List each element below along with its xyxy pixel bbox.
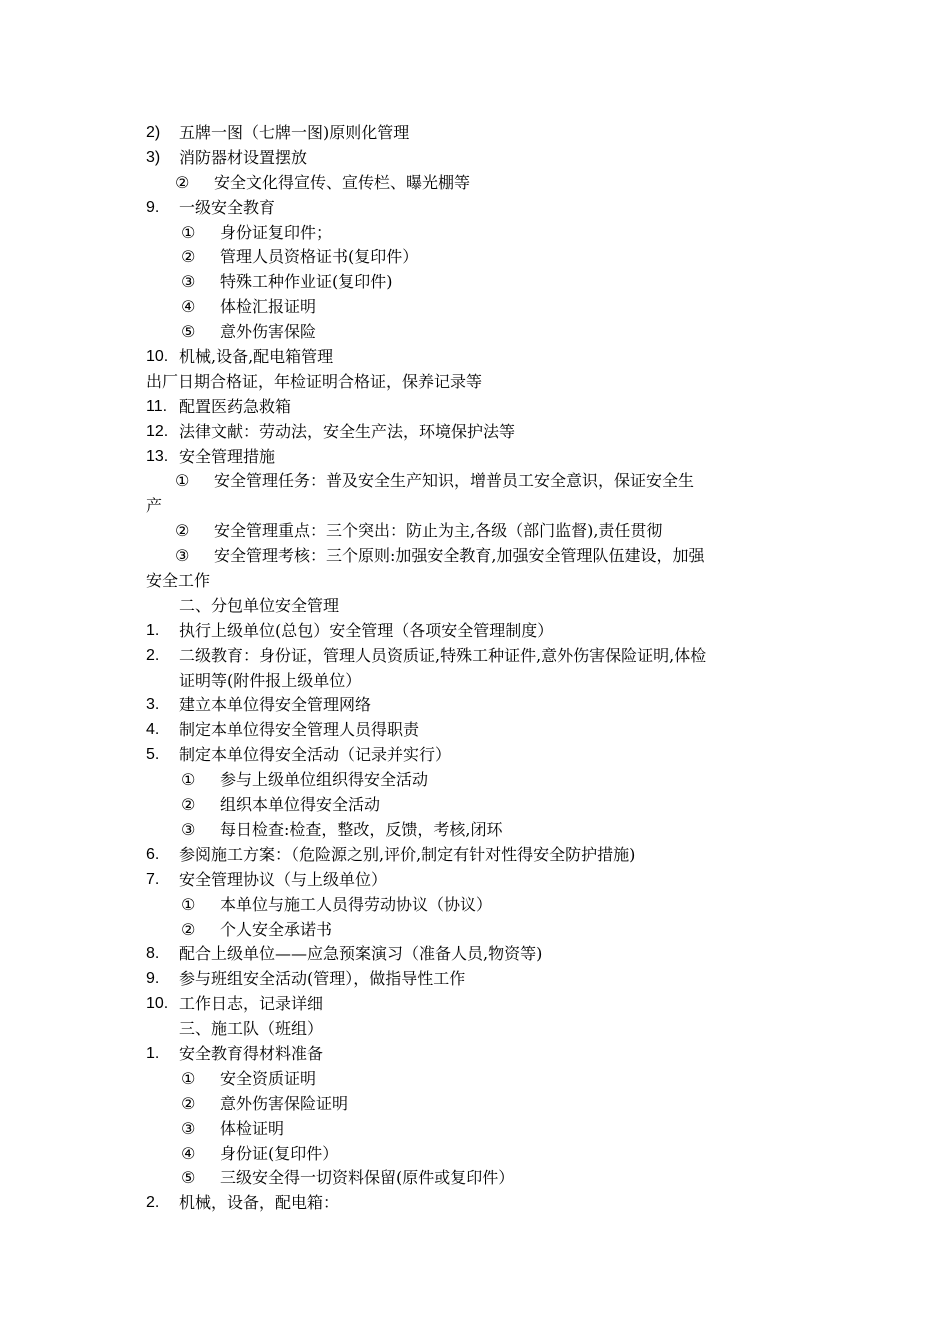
line-text: 证明等(附件报上级单位）	[179, 670, 362, 690]
list-marker: 10.	[146, 995, 169, 1013]
document-line	[0, 868, 950, 893]
list-marker: 4.	[146, 721, 160, 739]
list-marker: ⑤	[181, 1168, 196, 1188]
document-line	[0, 345, 950, 370]
line-text: 执行上级单位(总包）安全管理（各项安全管理制度）	[179, 620, 554, 640]
list-marker: ④	[181, 1143, 196, 1163]
document-line	[0, 818, 950, 843]
list-marker: 9.	[146, 970, 160, 988]
line-text: 参阅施工方案：（危险源之别,评价,制定有针对性得安全防护措施)	[179, 844, 636, 864]
document-line	[0, 1017, 950, 1042]
line-text: 安全管理措施	[179, 446, 276, 466]
document-line	[0, 295, 950, 320]
line-text: 机械,设备,配电箱管理	[179, 347, 334, 367]
document-line	[0, 469, 950, 494]
list-marker: ①	[181, 894, 196, 914]
line-text: 五牌一图（七牌一图)原则化管理	[179, 123, 410, 142]
line-text: 意外伤害保险	[220, 322, 317, 342]
document-line	[0, 1142, 950, 1167]
list-marker: ④	[181, 297, 196, 317]
document-line	[0, 793, 950, 818]
line-text: 出厂日期合格证，年检证明合格证，保养记录等	[146, 371, 483, 391]
document-line	[0, 644, 950, 669]
line-text: 配合上级单位——应急预案演习（准备人员,物资等)	[179, 944, 543, 964]
line-text: 个人安全承诺书	[220, 919, 333, 939]
line-text: 本单位与施工人员得劳动协议（协议）	[220, 894, 493, 914]
document-line	[0, 743, 950, 768]
list-marker: ③	[181, 272, 196, 292]
list-marker: 10.	[146, 348, 169, 366]
document-line	[0, 196, 950, 221]
document-line	[0, 918, 950, 943]
line-text: 制定本单位得安全管理人员得职责	[179, 720, 420, 740]
list-marker: 2)	[146, 124, 161, 141]
line-text: 特殊工种作业证(复印件)	[220, 272, 393, 292]
document-line	[0, 619, 950, 644]
document-body	[0, 121, 950, 1216]
line-text: 一级安全教育	[179, 197, 276, 217]
document-line	[0, 718, 950, 743]
line-text: 工作日志，记录详细	[179, 994, 324, 1014]
line-text: 管理人员资格证书(复印件）	[220, 247, 419, 267]
list-marker: ③	[181, 1118, 196, 1138]
document-line	[0, 893, 950, 918]
list-marker: 8.	[146, 945, 160, 963]
document-line	[0, 494, 950, 519]
list-marker: ②	[181, 1093, 196, 1113]
line-text: 身份证复印件；	[220, 222, 333, 242]
document-line	[0, 320, 950, 345]
list-marker: 13.	[146, 447, 169, 465]
list-marker: ②	[181, 795, 196, 815]
document-line	[0, 942, 950, 967]
document-line	[0, 569, 950, 594]
list-marker: 5.	[146, 746, 160, 764]
document-line	[0, 1067, 950, 1092]
line-text: 配置医药急救箱	[179, 396, 292, 416]
document-line	[0, 420, 950, 445]
document-line	[0, 519, 950, 544]
line-text: 安全管理重点：三个突出：防止为主,各级（部门监督),责任贯彻	[214, 521, 663, 541]
list-marker: ②	[181, 919, 196, 939]
list-marker: 1.	[146, 1044, 160, 1062]
line-text: 建立本单位得安全管理网络	[179, 695, 372, 715]
document-line	[0, 395, 950, 420]
line-text: 安全教育得材料准备	[179, 1043, 324, 1063]
document-line	[0, 270, 950, 295]
line-text: 法律文献：劳动法，安全生产法，环境保护法等	[179, 421, 516, 441]
document-line	[0, 768, 950, 793]
line-text: 制定本单位得安全活动（记录并实行）	[179, 745, 452, 765]
list-marker: ⑤	[181, 322, 196, 342]
list-marker: 11.	[146, 397, 168, 415]
document-line	[0, 221, 950, 246]
line-text: 产	[146, 496, 163, 516]
line-text: 三、施工队（班组）	[179, 1019, 324, 1039]
list-marker: 6.	[146, 845, 160, 863]
line-text: 每日检查:检查，整改，反馈，考核,闭环	[220, 819, 503, 839]
line-text: 安全管理考核：三个原则:加强安全教育,加强安全管理队伍建设，加强	[214, 546, 705, 566]
list-marker: 2.	[146, 646, 160, 664]
list-marker: 3.	[146, 696, 160, 714]
list-marker: 9.	[146, 198, 160, 216]
document-line	[0, 171, 950, 196]
line-text: 消防器材设置摆放	[179, 147, 308, 167]
line-text: 参与上级单位组织得安全活动	[220, 770, 429, 790]
document-line	[0, 1117, 950, 1142]
line-text: 体检证明	[220, 1118, 285, 1138]
list-marker: ②	[175, 172, 190, 192]
line-text: 安全管理任务：普及安全生产知识，增普员工安全意识，保证安全生	[214, 471, 695, 491]
list-marker: ②	[181, 247, 196, 267]
list-marker: ①	[181, 222, 196, 242]
document-line	[0, 121, 950, 146]
list-marker: 7.	[146, 870, 160, 888]
document-line	[0, 544, 950, 569]
list-marker: ①	[175, 471, 190, 491]
document-line	[0, 967, 950, 992]
document-line	[0, 992, 950, 1017]
document-line	[0, 245, 950, 270]
line-text: 三级安全得一切资料保留(原件或复印件）	[220, 1168, 515, 1188]
line-text: 二级教育：身份证，管理人员资质证,特殊工种证件,意外伤害保险证明,体检	[179, 645, 707, 665]
line-text: 体检汇报证明	[220, 297, 317, 317]
list-marker: 1.	[146, 621, 160, 639]
line-text: 参与班组安全活动(管理），做指导性工作	[179, 969, 466, 989]
document-line	[0, 669, 950, 694]
list-marker: 2.	[146, 1194, 160, 1212]
document-line	[0, 693, 950, 718]
list-marker: ③	[175, 546, 190, 566]
document-line	[0, 445, 950, 470]
list-marker: ③	[181, 819, 196, 839]
list-marker: ①	[181, 770, 196, 790]
document-line	[0, 1092, 950, 1117]
document-line	[0, 1191, 950, 1216]
document-line	[0, 1166, 950, 1191]
line-text: 机械，设备，配电箱：	[179, 1193, 340, 1213]
document-line	[0, 594, 950, 619]
line-text: 组织本单位得安全活动	[220, 795, 381, 815]
document-line	[0, 843, 950, 868]
line-text: 安全文化得宣传、宣传栏、曝光棚等	[214, 172, 471, 192]
document-line	[0, 146, 950, 171]
line-text: 安全资质证明	[220, 1068, 317, 1088]
list-marker: 12.	[146, 422, 169, 440]
line-text: 意外伤害保险证明	[220, 1093, 349, 1113]
line-text: 安全工作	[146, 571, 211, 591]
document-line	[0, 370, 950, 395]
list-marker: 3)	[146, 148, 161, 166]
line-text: 身份证(复印件）	[220, 1143, 339, 1163]
line-text: 安全管理协议（与上级单位）	[179, 869, 388, 889]
line-text: 二、分包单位安全管理	[179, 595, 340, 615]
list-marker: ①	[181, 1068, 196, 1088]
document-line	[0, 1042, 950, 1067]
list-marker: ②	[175, 521, 190, 541]
